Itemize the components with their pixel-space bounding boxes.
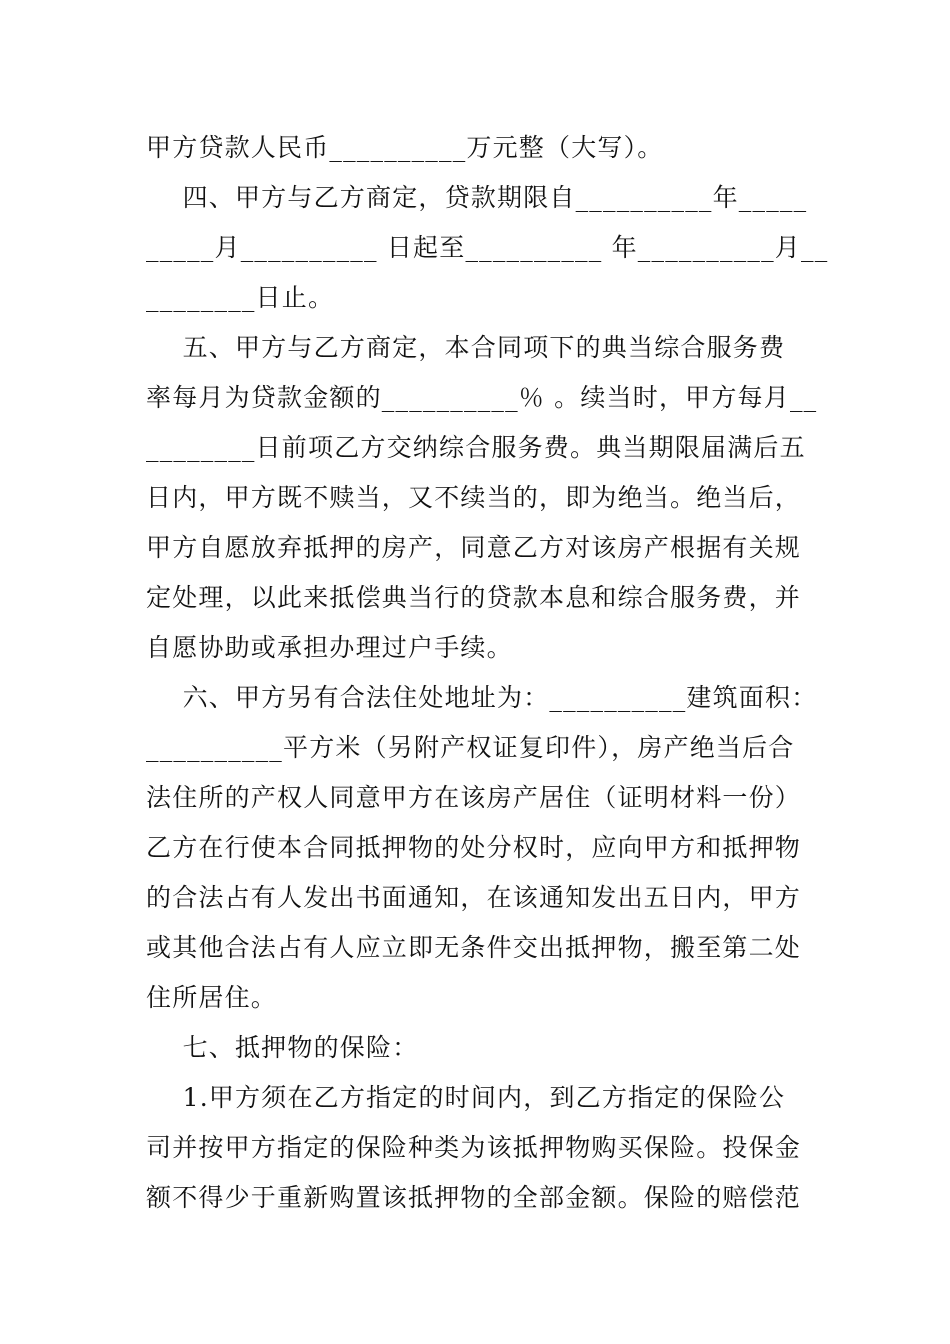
- text-line: 法住所的产权人同意甲方在该房产居住（证明材料一份）: [146, 783, 802, 812]
- text-line: 乙方在行使本合同抵押物的处分权时，应向甲方和抵押物: [146, 833, 802, 862]
- text-line: 七、抵押物的保险：: [146, 1033, 419, 1062]
- text-line: 五、甲方与乙方商定，本合同项下的典当综合服务费: [146, 333, 786, 362]
- text-line: 四、甲方与乙方商定，贷款期限自__________年_____: [146, 183, 808, 212]
- text-line: 甲方贷款人民币__________万元整（大写）。: [146, 133, 664, 162]
- text-line: 或其他合法占有人应立即无条件交出抵押物，搬至第二处: [146, 933, 802, 962]
- text-line: 自愿协助或承担办理过户手续。: [146, 633, 513, 662]
- text-line: 1.甲方须在乙方指定的时间内，到乙方指定的保险公: [146, 1083, 786, 1112]
- text-line: _____月__________ 日起至__________ 年__________月__: [146, 233, 829, 262]
- text-line: 司并按甲方指定的保险种类为该抵押物购买保险。投保金: [146, 1133, 802, 1162]
- text-line: ________日止。: [146, 283, 335, 312]
- text-line: 住所居住。: [146, 983, 278, 1012]
- text-line: 甲方自愿放弃抵押的房产，同意乙方对该房产根据有关规: [146, 533, 802, 562]
- text-line: 六、甲方另有合法住处地址为：__________建筑面积：: [146, 683, 818, 712]
- text-line: 额不得少于重新购置该抵押物的全部金额。保险的赔偿范: [146, 1183, 802, 1212]
- text-line: 日内，甲方既不赎当，又不续当的，即为绝当。绝当后，: [146, 483, 802, 512]
- text-line: __________平方米（另附产权证复印件），房产绝当后合: [146, 733, 795, 762]
- text-line: ________日前项乙方交纳综合服务费。典当期限届满后五: [146, 433, 806, 462]
- text-line: 率每月为贷款金额的__________％ 。续当时，甲方每月__: [146, 383, 818, 412]
- text-line: 的合法占有人发出书面通知，在该通知发出五日内，甲方: [146, 883, 802, 912]
- text-line: 定处理，以此来抵偿典当行的贷款本息和综合服务费，并: [146, 583, 802, 612]
